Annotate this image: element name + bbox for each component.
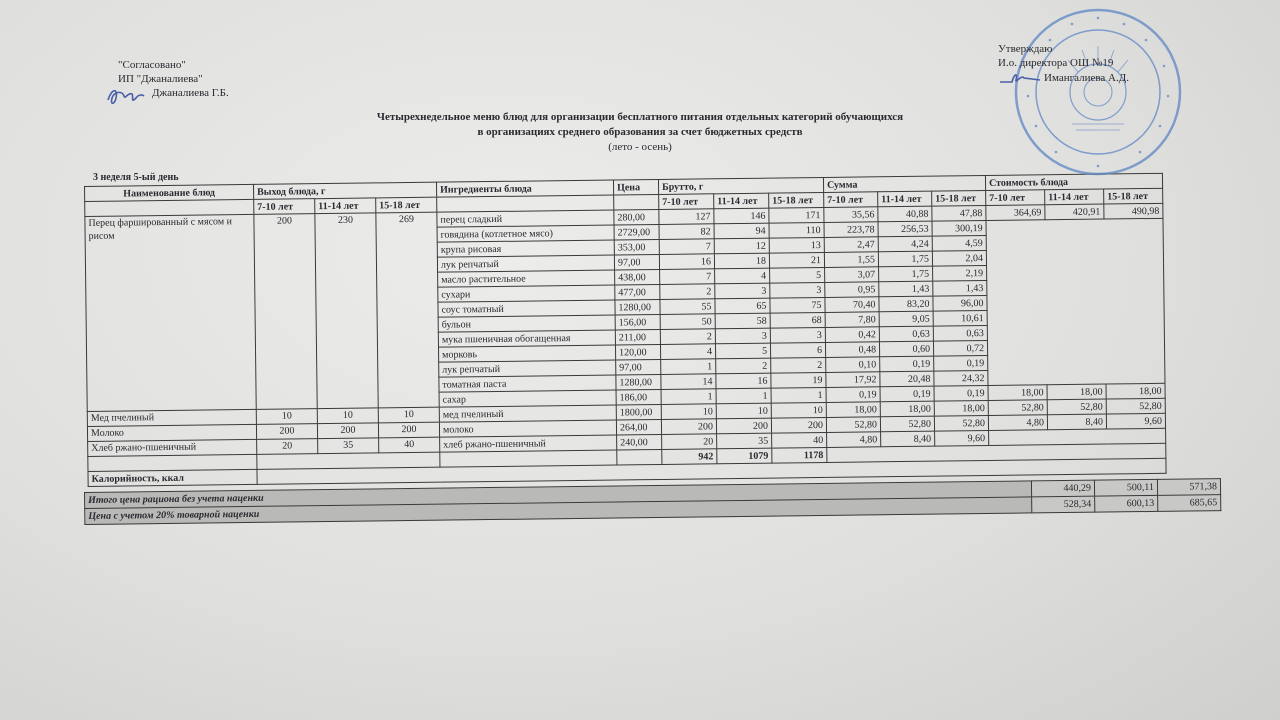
approval-left-block (118, 58, 229, 100)
dish-cost-value: 18,00 (988, 385, 1047, 401)
sum-value: 1,55 (824, 252, 878, 268)
cost-empty (986, 218, 1165, 385)
brutto-value: 1 (661, 359, 716, 375)
totals-label: Итого цена рациона без учета наценки (85, 481, 1032, 509)
sum-value: 0,48 (825, 342, 879, 358)
brutto-total: 1079 (717, 448, 772, 464)
brutto-value: 3 (770, 282, 825, 298)
brutto-value: 7 (660, 269, 715, 285)
header-cost-age2: 11-14 лет (1045, 189, 1104, 205)
sum-value: 9,60 (935, 430, 989, 446)
ingredient-price: 1800,00 (616, 404, 661, 420)
sum-value: 24,32 (934, 370, 988, 386)
sum-value: 10,61 (933, 310, 987, 326)
sum-value: 18,00 (880, 401, 934, 417)
approval-left-line3: Джаналиева Г.Б. (152, 87, 229, 99)
brutto-value: 10 (771, 402, 826, 418)
ingredient-price: 2729,00 (614, 224, 659, 240)
sum-value: 7,80 (825, 312, 879, 328)
sum-value: 47,88 (932, 205, 986, 221)
sum-value: 35,56 (824, 207, 878, 223)
sum-value: 1,43 (933, 280, 987, 296)
brutto-value: 16 (659, 254, 714, 270)
sum-value: 0,19 (880, 386, 934, 402)
brutto-value: 13 (769, 237, 824, 253)
brutto-value: 1 (661, 389, 716, 405)
brutto-value: 55 (660, 299, 715, 315)
brutto-value: 3 (715, 283, 770, 299)
totals-value: 528,34 (1032, 496, 1095, 513)
document-title (200, 110, 1080, 155)
ingredient-name: томатная паста (439, 375, 616, 392)
brutto-value: 171 (769, 207, 824, 223)
approval-right-line1: Утверждаю (998, 43, 1053, 55)
dish-cost-value: 490,98 (1104, 203, 1163, 219)
calorie-label: Калорийность, ккал (88, 469, 257, 486)
signature-right-icon (998, 70, 1042, 86)
dish-output: 200 (378, 422, 439, 438)
sum-value: 300,19 (932, 220, 986, 236)
sum-value: 17,92 (826, 372, 880, 388)
ingredient-price: 240,00 (617, 434, 662, 450)
sum-value: 0,60 (879, 341, 933, 357)
dish-output: 200 (256, 424, 317, 440)
sum-value: 8,40 (881, 431, 935, 447)
sum-value: 4,59 (932, 235, 986, 251)
ingredient-name: сухари (438, 285, 615, 302)
brutto-value: 4 (660, 344, 715, 360)
day-label: 3 неделя 5-ый день (93, 172, 179, 183)
dish-output: 20 (257, 439, 318, 455)
dish-name: Хлеб ржано-пшеничный (88, 439, 257, 456)
ingredient-price: 477,00 (615, 284, 660, 300)
brutto-value: 2 (716, 358, 771, 374)
dish-cost-value: 364,69 (986, 205, 1045, 221)
totals-value: 440,29 (1031, 480, 1094, 497)
sum-value: 52,80 (880, 416, 934, 432)
dish-output: 10 (378, 407, 439, 423)
sum-value: 0,19 (880, 356, 934, 372)
dish-cost-value: 9,60 (1106, 413, 1165, 429)
signature-left-icon (106, 86, 146, 108)
header-cost-age3: 15-18 лет (1104, 188, 1163, 204)
brutto-value: 2 (660, 329, 715, 345)
ingredient-price: 438,00 (615, 269, 660, 285)
dish-output: 200 (254, 214, 317, 410)
sum-value: 96,00 (933, 295, 987, 311)
title-line2: в организациях среднего образования за счет бюджетных средств (477, 126, 803, 138)
ingredient-name: масло растительное (438, 270, 615, 287)
ingredient-name: крупа рисовая (437, 240, 614, 257)
sum-value: 0,42 (825, 327, 879, 343)
ingredient-price: 1280,00 (615, 299, 660, 315)
header-output-age1: 7-10 лет (254, 199, 315, 215)
brutto-value: 50 (660, 314, 715, 330)
approval-right-line3: Имангалиева А.Д. (1044, 72, 1129, 84)
dish-cost-value: 52,80 (988, 400, 1047, 416)
header-brutto-age2: 11-14 лет (714, 193, 769, 209)
ingredient-name: сахар (439, 390, 616, 407)
dish-cost-value: 52,80 (1047, 399, 1106, 415)
ingredient-name: говядина (котлетное мясо) (437, 225, 614, 242)
header-output-age2: 11-14 лет (315, 198, 376, 214)
header-price: Цена (613, 179, 658, 195)
dish-output: 10 (317, 408, 378, 424)
sum-value: 18,00 (826, 402, 880, 418)
dish-name: Перец фаршированный с мясом и рисом (85, 214, 256, 411)
header-output: Выход блюда, г (253, 182, 436, 199)
approval-right-line2: И.о. директора ОШ №19 (998, 57, 1114, 69)
header-brutto: Брутто, г (658, 177, 823, 194)
brutto-value: 10 (661, 404, 716, 420)
dish-name: Молоко (87, 424, 256, 441)
brutto-value: 1 (771, 387, 826, 403)
dish-cost-value: 4,80 (988, 415, 1047, 431)
sum-value: 256,53 (878, 221, 932, 237)
sum-value: 40,88 (878, 206, 932, 222)
dish-cost-value: 18,00 (1047, 384, 1106, 400)
dish-output: 35 (318, 438, 379, 454)
sum-value: 70,40 (825, 297, 879, 313)
dish-output: 10 (256, 409, 317, 425)
header-sum-age2: 11-14 лет (878, 191, 932, 207)
sum-value: 1,75 (878, 251, 932, 267)
sum-value: 2,47 (824, 237, 878, 253)
brutto-value: 82 (659, 224, 714, 240)
approval-left-line1: "Согласовано" (118, 59, 186, 71)
ingredient-price: 353,00 (614, 239, 659, 255)
approval-left-line2: ИП "Джаналиева" (118, 73, 203, 85)
ingredient-name: мука пшеничная обогащенная (438, 330, 615, 347)
brutto-total: 1178 (772, 447, 827, 463)
brutto-value: 5 (715, 343, 770, 359)
sum-value: 83,20 (879, 296, 933, 312)
brutto-value: 200 (661, 419, 716, 435)
ingredient-price: 1280,00 (616, 374, 661, 390)
totals-value: 600,13 (1095, 495, 1158, 512)
sum-value: 0,10 (826, 357, 880, 373)
sum-value: 2,19 (933, 265, 987, 281)
brutto-value: 110 (769, 222, 824, 238)
brutto-value: 4 (715, 268, 770, 284)
brutto-value: 200 (771, 417, 826, 433)
sum-value: 4,80 (827, 432, 881, 448)
brutto-value: 75 (770, 297, 825, 313)
ingredient-price: 97,00 (616, 359, 661, 375)
ingredient-name: молоко (439, 420, 616, 437)
ingredient-name: соус томатный (438, 300, 615, 317)
sum-value: 3,07 (825, 267, 879, 283)
totals-value: 500,11 (1094, 479, 1157, 496)
ingredient-name: бульон (438, 315, 615, 332)
sum-value: 1,43 (879, 281, 933, 297)
brutto-value: 6 (770, 342, 825, 358)
brutto-value: 20 (662, 434, 717, 450)
totals-value: 571,38 (1157, 479, 1220, 496)
header-empty (614, 194, 659, 210)
brutto-value: 40 (772, 432, 827, 448)
sum-value: 0,19 (826, 387, 880, 403)
dish-output: 200 (317, 423, 378, 439)
brutto-value: 3 (715, 328, 770, 344)
brutto-value: 3 (770, 327, 825, 343)
sum-value: 52,80 (934, 415, 988, 431)
ingredient-price: 264,00 (616, 419, 661, 435)
ingredient-price: 280,00 (614, 209, 659, 225)
empty-cell (617, 449, 662, 465)
brutto-value: 65 (715, 298, 770, 314)
brutto-value: 18 (714, 253, 769, 269)
sum-value: 18,00 (934, 400, 988, 416)
totals-table (84, 478, 1221, 525)
sum-value: 0,63 (933, 325, 987, 341)
ingredient-name: хлеб ржано-пшеничный (440, 435, 617, 452)
totals-label: Цена с учетом 20% товарной наценки (85, 497, 1032, 525)
header-sum: Сумма (823, 175, 985, 192)
ingredient-name: мед пчелиный (439, 405, 616, 422)
header-sum-age3: 15-18 лет (932, 190, 986, 206)
dish-cost-value: 420,91 (1045, 204, 1104, 220)
title-line3: (лето - осень) (608, 141, 672, 153)
brutto-value: 7 (659, 239, 714, 255)
header-ingredients: Ингредиенты блюда (436, 180, 613, 197)
sum-value: 20,48 (880, 371, 934, 387)
brutto-value: 1 (716, 388, 771, 404)
sum-value: 9,05 (879, 311, 933, 327)
menu-table (84, 173, 1167, 487)
ingredient-name: перец сладкий (437, 210, 614, 227)
brutto-value: 58 (715, 313, 770, 329)
sum-value: 52,80 (826, 417, 880, 433)
ingredient-name: лук репчатый (437, 255, 614, 272)
brutto-value: 10 (716, 403, 771, 419)
sum-value: 0,19 (934, 355, 988, 371)
ingredient-price: 186,00 (616, 389, 661, 405)
brutto-value: 19 (771, 372, 826, 388)
brutto-value: 146 (714, 208, 769, 224)
brutto-value: 12 (714, 238, 769, 254)
official-stamp-icon (1012, 6, 1184, 178)
brutto-total: 942 (662, 449, 717, 465)
header-sum-age1: 7-10 лет (824, 192, 878, 208)
brutto-value: 68 (770, 312, 825, 328)
brutto-value: 35 (717, 433, 772, 449)
header-dish-name: Наименование блюд (85, 184, 254, 201)
dish-cost-value: 8,40 (1047, 414, 1106, 430)
dish-cost-value: 18,00 (1106, 383, 1165, 399)
header-cost-age1: 7-10 лет (986, 190, 1045, 206)
sum-value: 4,24 (878, 236, 932, 252)
ingredient-price: 97,00 (614, 254, 659, 270)
dish-output: 269 (376, 212, 439, 408)
header-brutto-age3: 15-18 лет (769, 192, 824, 208)
dish-cost-value: 52,80 (1106, 398, 1165, 414)
sum-value: 2,04 (932, 250, 986, 266)
ingredient-price: 120,00 (615, 344, 660, 360)
sum-value: 0,72 (933, 340, 987, 356)
sum-value: 1,75 (879, 266, 933, 282)
approval-right-block (998, 42, 1129, 86)
ingredient-name: лук репчатый (439, 360, 616, 377)
header-cost: Стоимость блюда (985, 173, 1162, 190)
brutto-value: 200 (716, 418, 771, 434)
sum-value: 0,19 (934, 385, 988, 401)
brutto-value: 127 (659, 209, 714, 225)
sum-value: 0,95 (825, 282, 879, 298)
brutto-value: 5 (770, 267, 825, 283)
dish-output: 230 (315, 213, 378, 409)
ingredient-name: морковь (438, 345, 615, 362)
brutto-value: 14 (661, 374, 716, 390)
dish-name: Мед пчелиный (87, 409, 256, 426)
ingredient-price: 211,00 (615, 329, 660, 345)
brutto-value: 16 (716, 373, 771, 389)
sum-value: 0,63 (879, 326, 933, 342)
dish-output: 40 (379, 437, 440, 453)
brutto-value: 21 (769, 252, 824, 268)
header-output-age3: 15-18 лет (376, 197, 437, 213)
brutto-value: 2 (771, 357, 826, 373)
ingredient-price: 156,00 (615, 314, 660, 330)
brutto-value: 2 (660, 284, 715, 300)
brutto-value: 94 (714, 223, 769, 239)
title-line1: Четырехнедельное меню блюд для организации бесплатного питания отдельных категорий обучающихся (376, 111, 904, 123)
sum-value: 223,78 (824, 222, 878, 238)
totals-value: 685,65 (1158, 495, 1221, 512)
header-brutto-age1: 7-10 лет (659, 194, 714, 210)
